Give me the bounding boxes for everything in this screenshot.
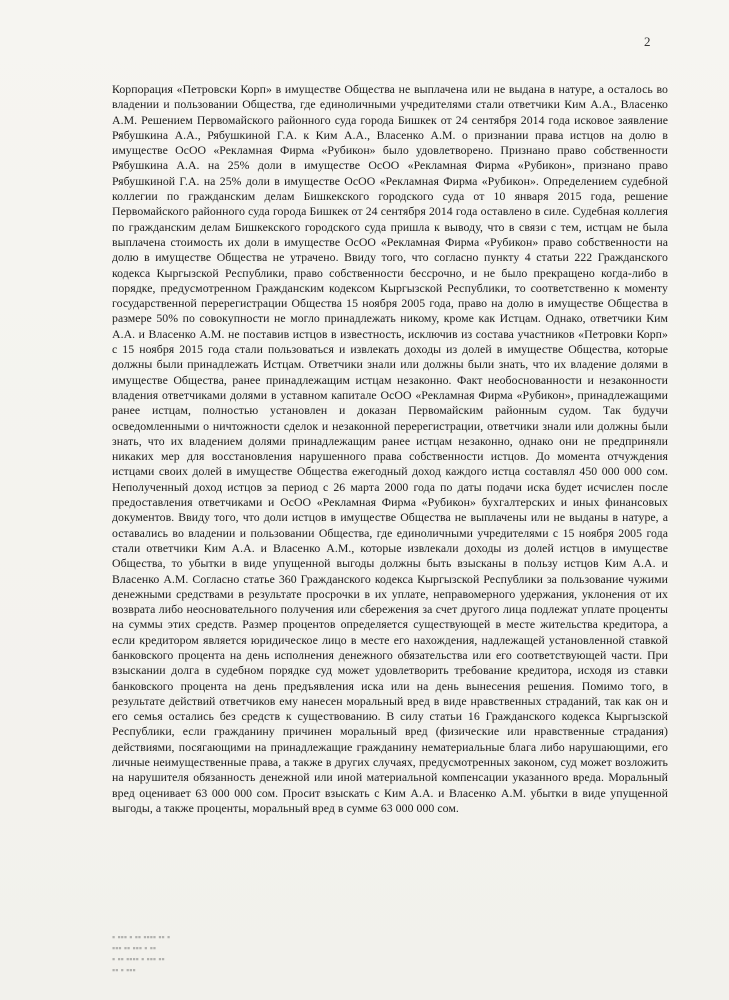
faint-stamp-marks: ▪ ▪▪▪ ▪ ▪▪ ▪▪▪▪ ▪▪ ▪ ▪▪▪ ▪▪ ▪▪▪ ▪ ▪▪ ▪ ▪▪ ▪▪▪▪ ▪ ▪▪▪ ▪▪ ▪▪ ▪ ▪▪▪ (112, 932, 171, 975)
page-number: 2 (644, 34, 651, 49)
body-paragraph: Корпорация «Петровски Корп» в имуществе Общества не выплачена или не выдана в натуре, а осталось во владении и пользовании Общества, где единоличными учредителями стали ответчики Ким А.А., Власенко А.М. Решением Первомайского районного суда города Бишкек от 24 сентября 2014 года исковое заявление Рябушкина А.А., Рябушкиной Г.А. к Ким А.А., Власенко А.М. о признании права истцов на долю в имуществе ОсОО «Рекламная Фирма «Рубикон» было удовлетворено. Признано право собственности Рябушкина А.А. на 25% доли в имуществе ОсОО «Рекламная Фирма «Рубикон», признано право Рябушкиной Г.А. на 25% доли в имуществе ОсОО «Рекламная Фирма «Рубикон». Определением судебной коллегии по гражданским делам Бишкекского городского суда от 10 января 2015 года, решение Первомайского районного суда города Бишкек от 24 сентября 2014 года оставлено в силе. Судебная коллегия по гражданским делам Бишкекского городского суда пришла к выводу, что в связи с тем, истцам не была выплачена стоимость их доли в имуществе ОсОО «Рекламная Фирма «Рубикон» право собственности на долю в имуществе Общества не утрачено. Ввиду того, что согласно пункту 4 статьи 222 Гражданского кодекса Кыргызской Республики, право собственности бессрочно, и не было прекращено когда-либо в порядке, предусмотренном Гражданским кодексом Кыргызской Республики, то соответственно к моменту государственной перерегистрации Общества 15 ноября 2005 года, право на долю в имуществе Общества в размере 50% по совокупности не могло принадлежать никому, кроме как Истцам. Однако, ответчики Ким А.А. и Власенко А.М. не поставив истцов в известность, исключив из состава участников «Петровки Корп» с 15 ноября 2015 года стали пользоваться и извлекать доходы из долей в имуществе Общества, которые должны были принадлежать Истцам. Ответчики знали или должны были знать, что их владение долями в имуществе Общества, ранее принадлежащим истцам незаконно. Факт необоснованности и незаконности владения ответчиками долями в уставном капитале ОсОО «Рекламная Фирма «Рубикон», принадлежащими ранее истцам, полностью установлен и доказан Первомайским районным судом. Так будучи осведомленными о ничтожности сделок и незаконной перерегистрации, ответчики знали или должны были знать, что их владением долями принадлежащим ранее истцам незаконно, однако они не предприняли никаких мер для восстановления нарушенного права собственности истцов. До момента отчуждения истцами своих долей в имуществе Общества ежегодный доход каждого истца составлял 450 000 000 сом. Неполученный доход истцов за период с 26 марта 2000 года по даты подачи иска будет исчислен после предоставления ответчиками и ОсОО «Рекламная Фирма «Рубикон» бухгалтерских и иных финансовых документов. Ввиду того, что доли истцов в имуществе Общества не выплачены или не выданы в натуре, а оставались во владении и пользовании Общества, где единоличными учредителями с 15 ноября 2005 года стали ответчики Ким А.А. и Власенко А.М., которые извлекали доходы из долей истцов в имуществе Общества, то убытки в виде упущенной выгоды должны быть взысканы в пользу истцов Ким А.А. и Власенко А.М. Согласно статье 360 Гражданского кодекса Кыргызской Республики за пользование чужими денежными средствами в результате просрочки в их уплате, неправомерного удержания, уклонения от их возврата либо неосновательного получения или сбережения за счет другого лица подлежат уплате проценты на суммы этих средств. Размер процентов определяется существующей в месте жительства кредитора, а если кредитором является юридическое лицо в месте его нахождения, надлежащей установленной ставкой банковского процента на день исполнения денежного обязательства или его соответствующей части. При взыскании долга в судебном порядке суд может удовлетворить требование кредитора, исходя из ставки банковского процента на день предъявления иска или на день вынесения решения. Помимо того, в результате действий ответчиков ему нанесен моральный вред в виде нравственных страданий, так как он и его семья остались без средств к существованию. В силу статьи 16 Гражданского кодекса Кыргызской Республики, если гражданину причинен моральный вред (физические или нравственные страдания) действиями, посягающими на принадлежащие гражданину нематериальные блага либо нарушающими, его личные неимущественные права, а также в других случаях, предусмотренных законом, суд может возложить на нарушителя обязанность денежной или иной материальной компенсации указанного вреда. Моральный вред оценивает 63 000 000 сом. Просит взыскать с Ким А.А. и Власенко А.М. убытки в виде упущенной выгоды, а также проценты, моральный вред в сумме 63 000 000 сом. (112, 82, 668, 815)
